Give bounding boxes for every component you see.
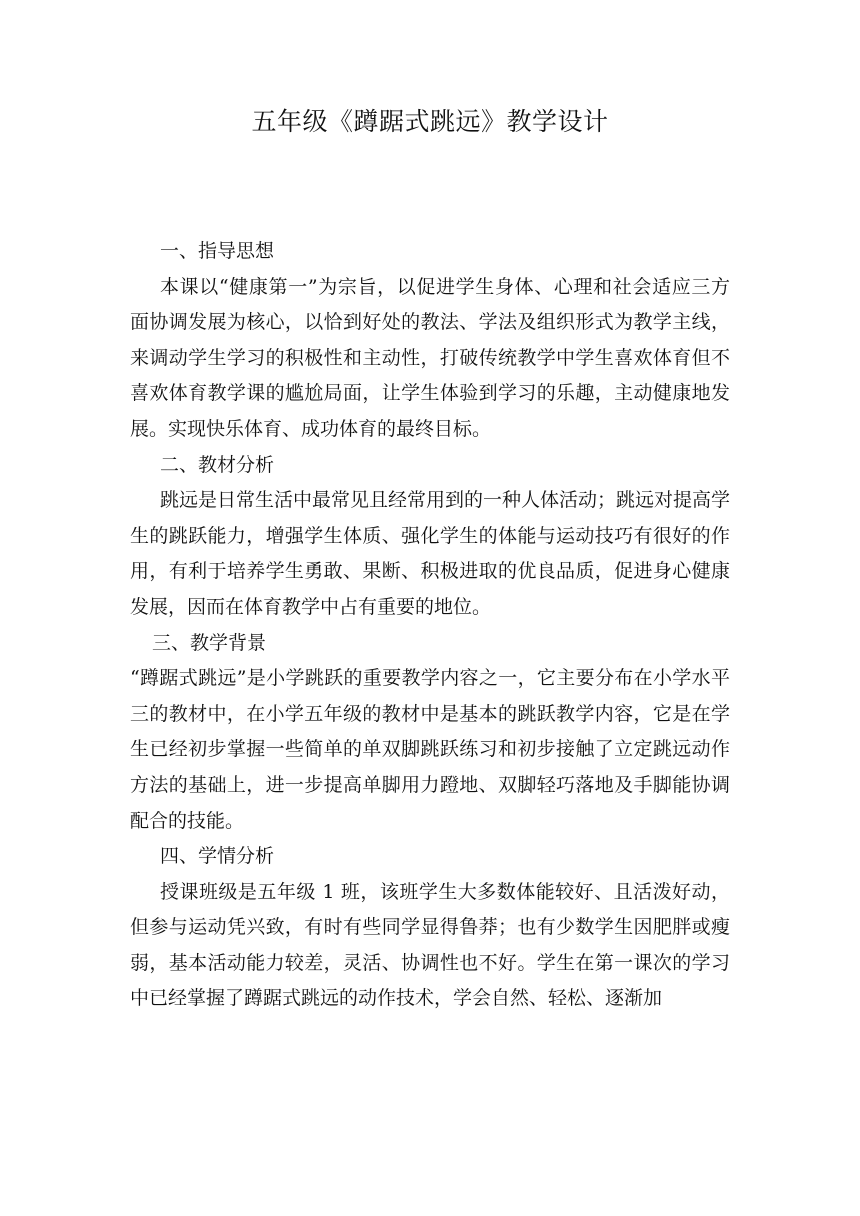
section-heading-teaching-background: 三、教学背景 [152, 631, 267, 654]
section-paragraph-guiding-ideology: 本课以“健康第一”为宗旨，以促进学生身体、心理和社会适应三方面协调发展为核心，以恰到好处的教法、学法及组织形式为教学主线，来调动学生学习的积极性和主动性，打破传统教学中学生喜欢体育但不喜欢体育教学课的尴尬局面，让学生体验到学习的乐趣，主动健康地发展。实现快乐体育、成功体育的最终目标。 [130, 275, 730, 440]
section-paragraph-material-analysis: 跳远是日常生活中最常见且经常用到的一种人体活动；跳远对提高学生的跳跃能力，增强学生体质、强化学生的体能与运动技巧有很好的作用，有利于培养学生勇敢、果断、积极进取的优良品质，促进身心健康发展，因而在体育教学中占有重要的地位。 [130, 489, 731, 618]
section-heading-material-analysis: 二、教材分析 [160, 453, 275, 476]
section-paragraph-learner-analysis: 授课班级是五年级 1 班，该班学生大多数体能较好、且活泼好动，但参与运动凭兴致，有时有些同学显得鲁莽；也有少数学生因肥胖或瘦弱，基本活动能力较差，灵活、协调性也不好。学生在第一课次的学习中已经掌握了蹲踞式跳远的动作技术，学会自然、轻松、逐渐加 [130, 880, 730, 1010]
section-paragraph-teaching-background: “蹲踞式跳远”是小学跳跃的重要教学内容之一，它主要分布在小学水平三的教材中，在小学五年级的教材中是基本的跳跃教学内容，它是在学生已经初步掌握一些简单的单双脚跳跃练习和初步接触了立定跳远动作方法的基础上，进一步提高单脚用力蹬地、双脚轻巧落地及手脚能协调配合的技能。 [130, 667, 730, 832]
document-body [130, 234, 730, 1017]
document-title: 五年级《蹲踞式跳远》教学设计 [251, 107, 609, 136]
section-heading-guiding-ideology: 一、指导思想 [160, 240, 275, 262]
section-heading-learner-analysis: 四、学情分析 [160, 845, 275, 868]
